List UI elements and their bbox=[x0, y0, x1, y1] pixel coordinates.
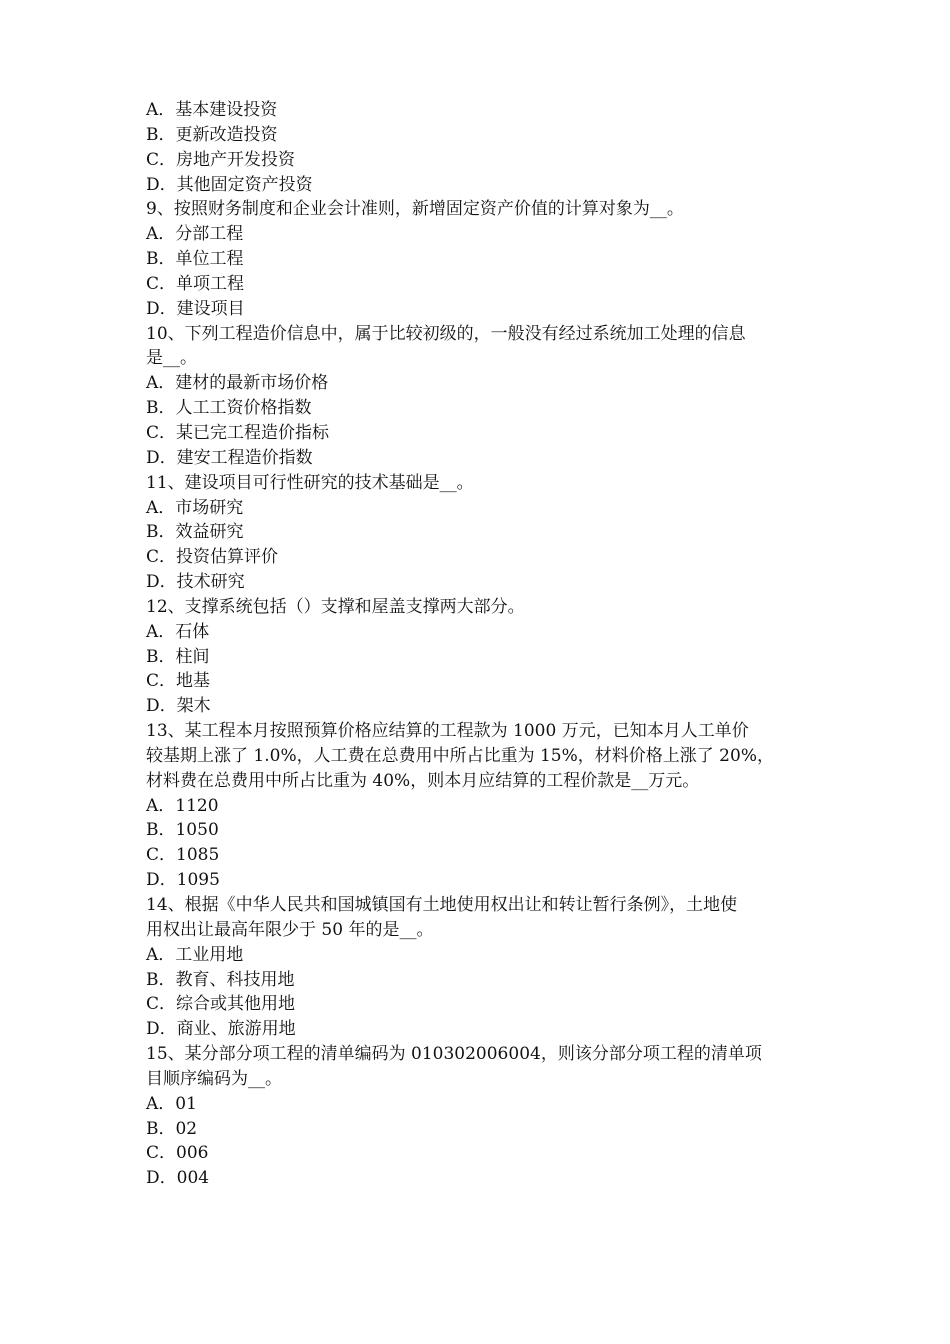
answer-option: C．006 bbox=[146, 1143, 209, 1164]
question-stem bbox=[146, 322, 810, 372]
answer-option: A．基本建设投资 bbox=[146, 100, 278, 120]
answer-option: D．建设项目 bbox=[146, 298, 245, 319]
answer-option: A．建材的最新市场价格 bbox=[146, 373, 329, 394]
question-stem-line: 13、某工程本月按照预算价格应结算的工程款为 1000 万元，已知本月人工单价 bbox=[146, 721, 749, 742]
question-stem bbox=[146, 471, 810, 496]
answer-option: A．市场研究 bbox=[146, 497, 244, 518]
answer-option: B．单位工程 bbox=[146, 249, 244, 270]
answer-option: B．02 bbox=[146, 1118, 198, 1139]
answer-option: D．架木 bbox=[146, 696, 211, 717]
answer-option: D．商业、旅游用地 bbox=[146, 1019, 296, 1040]
question-stem bbox=[146, 893, 810, 943]
question-stem-line: 用权出让最高年限少于 50 年的是__。 bbox=[146, 919, 434, 940]
question-stem-line: 是__。 bbox=[146, 348, 197, 369]
answer-option: C．地基 bbox=[146, 671, 211, 692]
question-stem-line: 10、下列工程造价信息中，属于比较初级的，一般没有经过系统加工处理的信息 bbox=[146, 323, 746, 344]
question-stem bbox=[146, 719, 810, 794]
question-stem bbox=[146, 197, 810, 222]
answer-option: A．工业用地 bbox=[146, 944, 244, 965]
question-stem-line: 11、建设项目可行性研究的技术基础是__。 bbox=[146, 472, 474, 493]
answer-option: A．分部工程 bbox=[146, 224, 244, 245]
answer-option: B．效益研究 bbox=[146, 522, 244, 543]
question-stem-line: 14、根据《中华人民共和国城镇国有土地使用权出让和转让暂行条例》，土地使 bbox=[146, 895, 738, 915]
answer-option: A．石体 bbox=[146, 621, 210, 642]
question-list bbox=[146, 98, 810, 1191]
answer-option: B．柱间 bbox=[146, 646, 210, 667]
answer-option: B．人工工资价格指数 bbox=[146, 398, 312, 419]
question-stem-line: 较基期上涨了 1.0%，人工费在总费用中所占比重为 15%，材料价格上涨了 20%， bbox=[146, 745, 774, 766]
answer-option: D．其他固定资产投资 bbox=[146, 174, 313, 195]
answer-option: A．01 bbox=[146, 1093, 197, 1114]
question-stem-line: 15、某分部分项工程的清单编码为 010302006004，则该分部分项工程的清单项 bbox=[146, 1044, 762, 1065]
question-stem-line: 12、支撑系统包括（）支撑和屋盖支撑两大部分。 bbox=[146, 596, 525, 617]
question-stem-line: 材料费在总费用中所占比重为 40%，则本月应结算的工程价款是__万元。 bbox=[146, 770, 700, 791]
question-stem-line: 目顺序编码为__。 bbox=[146, 1068, 282, 1089]
answer-option: D．建安工程造价指数 bbox=[146, 447, 313, 468]
answer-option: D．004 bbox=[146, 1168, 210, 1189]
answer-option: B．1050 bbox=[146, 820, 219, 841]
answer-option: C．某已完工程造价指标 bbox=[146, 422, 330, 443]
answer-option: C．投资估算评价 bbox=[146, 547, 279, 568]
answer-option: D．1095 bbox=[146, 870, 220, 891]
answer-option: B．更新改造投资 bbox=[146, 124, 278, 145]
answer-option: C．综合或其他用地 bbox=[146, 994, 296, 1015]
answer-option: A．1120 bbox=[146, 795, 219, 816]
answer-option: C．单项工程 bbox=[146, 273, 245, 294]
question-stem-line: 9、按照财务制度和企业会计准则，新增固定资产价值的计算对象为__。 bbox=[146, 199, 684, 220]
question-stem bbox=[146, 595, 810, 620]
question-stem bbox=[146, 1042, 810, 1092]
answer-option: D．技术研究 bbox=[146, 572, 245, 593]
answer-option: C．1085 bbox=[146, 845, 220, 866]
answer-option: B．教育、科技用地 bbox=[146, 969, 295, 990]
answer-option: C．房地产开发投资 bbox=[146, 149, 296, 170]
